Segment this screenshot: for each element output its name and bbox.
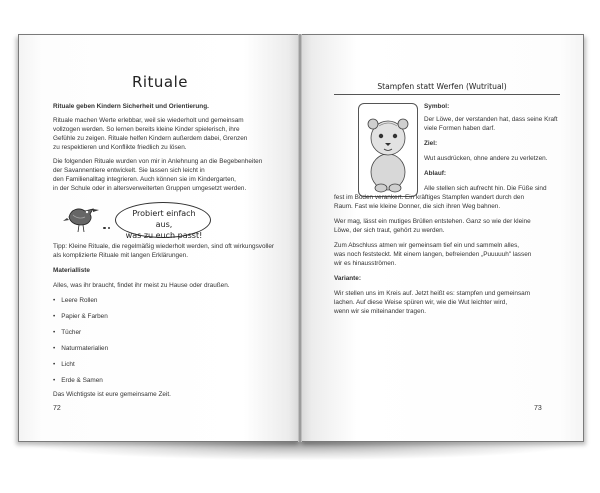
text-line: Die folgenden Rituale wurden von mir in Anlehnung an die Begebenheiten — [53, 158, 263, 165]
text-line: Löwe, der sich traut, gehört zu werden. — [334, 227, 445, 234]
open-book — [18, 34, 584, 442]
text-line: Alle stellen sich aufrecht hin. Die Füße sind — [424, 185, 547, 192]
text-line: Der Löwe, der verstanden hat, dass seine Kraft — [424, 116, 558, 123]
list-item: • Tücher — [53, 329, 81, 336]
text-line: Wir stellen uns im Kreis auf. Jetzt heißt es: stampfen und gemeinsam — [334, 290, 531, 297]
text-line: den Familienalltag integrieren. Auch können sie im Kindergarten, — [53, 176, 236, 183]
goal-label: Ziel: — [424, 140, 438, 147]
bird-illustration — [63, 199, 103, 235]
lion-illustration-frame — [358, 103, 418, 197]
text-line: vollzogen werden. So lernen bereits kleine Kinder spielerisch, ihre — [53, 126, 240, 133]
list-item: • Licht — [53, 361, 75, 368]
book-spine — [298, 34, 302, 442]
text-line: in der Schule oder in altersverweiterten Gruppen umgesetzt werden. — [53, 185, 247, 192]
bubble-line: Probiert einfach aus, — [132, 209, 196, 229]
page-number-right: 73 — [534, 405, 542, 412]
speech-bubble-text — [123, 208, 205, 241]
list-item: • Naturmaterialien — [53, 345, 108, 352]
lion-cub-illustration — [359, 104, 417, 196]
materials-heading: Materialliste — [53, 267, 90, 274]
text-line: Zum Abschluss atmen wir gemeinsam tief ein und sammeln alles, — [334, 242, 520, 249]
title-rule — [334, 94, 560, 95]
page-number-left: 72 — [53, 405, 61, 412]
bubble-line: was zu euch passt! — [125, 231, 203, 240]
text-line: wenn wir sie miteinander tragen. — [334, 308, 426, 315]
goal-text: Wut ausdrücken, ohne andere zu verletzen. — [424, 155, 548, 162]
materials-intro: Alles, was ihr braucht, findet ihr meist zu Hause oder draußen. — [53, 282, 230, 289]
text-line: Tipp: Kleine Rituale, die regelmäßig wiederholt werden, sind oft wirkungsvoller — [53, 243, 275, 250]
text-line: Wer mag, lässt ein mutiges Brüllen entstehen. Ganz so wie der kleine — [334, 218, 531, 225]
closing-text: Das Wichtigste ist eure gemeinsame Zeit. — [53, 391, 171, 398]
text-line: lachen. Auf diese Weise spüren wir, wie die Wut leichter wird, — [334, 299, 508, 306]
text-line: Gefühle zu zeigen. Rituale helfen Kindern außerdem dabei, Grenzen — [53, 135, 248, 142]
text-line: Raum. Fast wie kleine Donner, die sich ihren Weg bahnen. — [334, 203, 501, 210]
left-page-title: Rituale — [131, 73, 189, 91]
left-heading: Rituale geben Kindern Sicherheit und Orientierung. — [53, 103, 209, 110]
list-item: • Leere Rollen — [53, 297, 98, 304]
text-line: Rituale machen Werte erlebbar, weil sie wiederholt und gemeinsam — [53, 117, 244, 124]
text-line: was noch feststeckt. Mit einem langen, befreienden „Puuuuuh" lassen — [334, 251, 532, 258]
speech-dots — [103, 216, 112, 234]
text-line: wir es hinausströmen. — [334, 260, 397, 267]
variant-label: Variante: — [334, 275, 361, 282]
procedure-label: Ablauf: — [424, 170, 447, 177]
list-item: • Erde & Samen — [53, 377, 103, 384]
text-line: als komplizierte Rituale mit langen Erklärungen. — [53, 252, 188, 259]
text-line: fest im Boden verankert. Ein kräftiges Stampfen wandert durch den — [334, 194, 525, 201]
right-page — [300, 34, 584, 442]
text-line: viele Formen haben darf. — [424, 125, 496, 132]
right-page-title: Stampfen statt Werfen (Wutritual) — [377, 82, 507, 91]
symbol-label: Symbol: — [424, 103, 450, 110]
text-line: zu respektieren und Konflikte friedlich zu lösen. — [53, 144, 187, 151]
left-page — [18, 34, 300, 442]
text-line: der Savannentiere entwickelt. Sie lassen sich leicht in — [53, 167, 205, 174]
list-item: • Papier & Farben — [53, 313, 108, 320]
